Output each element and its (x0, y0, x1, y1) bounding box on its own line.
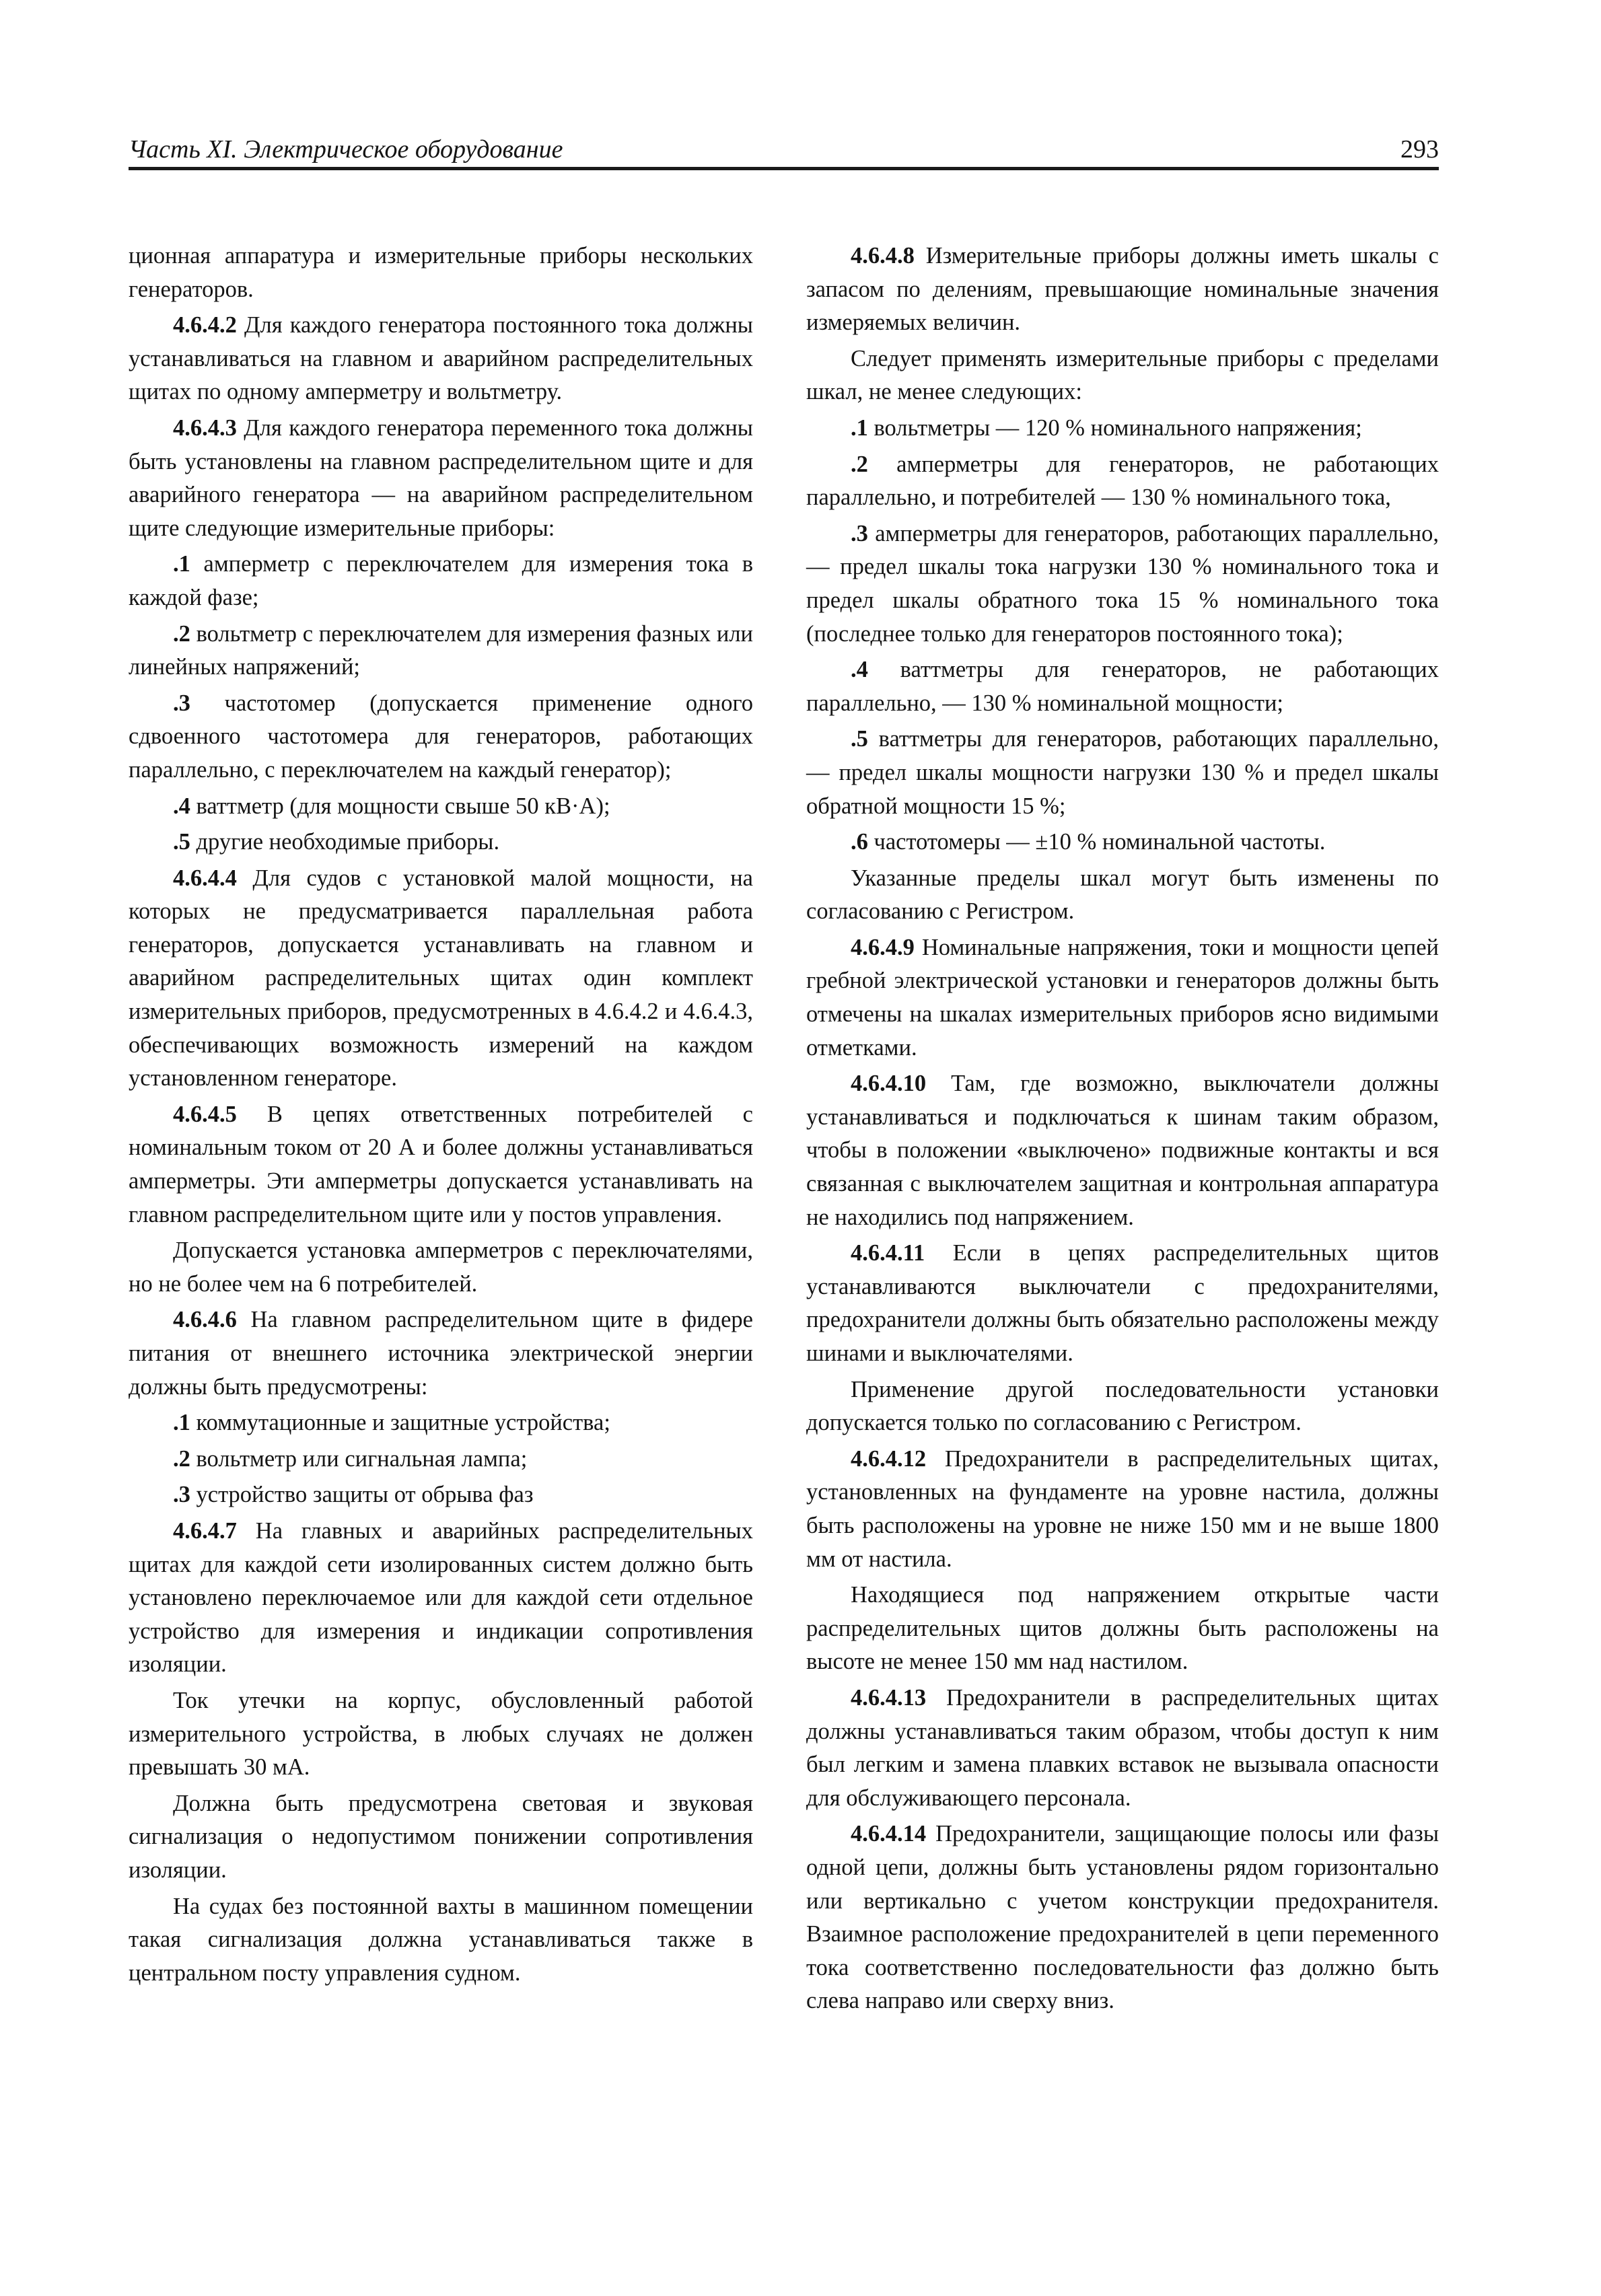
paragraph-text: На судах без постоянной вахты в машинном помещении такая сигнализация должна устанавливаться также в центральном посту управления судном. (129, 1893, 753, 1986)
paragraph (129, 1234, 753, 1301)
paragraph-text: амперметр с переключателем для измерения тока в каждой фазе; (129, 551, 753, 610)
paragraph (129, 1890, 753, 1990)
paragraph-text: Предохранители в распределительных щитах, установленных на фундаменте на уровне настила, должны быть расположены на уровне не ниже 150 мм и не выше 1800 мм от настила. (806, 1445, 1439, 1572)
paragraph-text: Измерительные приборы должны иметь шкалы с запасом по делениям, превышающие номинальные значения измеряемых величин. (806, 243, 1439, 336)
paragraph (129, 1098, 753, 1231)
clause-number: .6 (851, 829, 868, 855)
clause-number: .3 (173, 690, 190, 716)
clause-number: 4.6.4.2 (173, 312, 237, 338)
clause-number: 4.6.4.12 (851, 1445, 927, 1472)
clause-number: .4 (851, 657, 868, 683)
paragraph-text: Для судов с установкой малой мощности, на которых не предусматривается параллельная работа генераторов, допускается устанавливать на главном и аварийном распределительных щитах один комплект измерительных приборов, предусмотренных в 4.6.4.2 и 4.6.4.3, обеспечивающих возможность измерений на каждом установленном генераторе. (129, 865, 753, 1091)
paragraph (806, 826, 1439, 859)
paragraph (806, 723, 1439, 823)
paragraph (129, 1406, 753, 1440)
paragraph-text: ваттметр (для мощности свыше 50 кВ·А); (190, 793, 610, 819)
clause-number: .2 (173, 620, 190, 647)
clause-number: .3 (173, 1482, 190, 1508)
paragraph-text: Допускается установка амперметров с переключателями, но не более чем на 6 потребителей. (129, 1237, 753, 1297)
paragraph-text: Для каждого генератора переменного тока должны быть установлены на главном распределительном щите и для аварийного генератора — на аварийном распределительном щите следующие измерительные приборы: (129, 415, 753, 541)
paragraph (806, 1373, 1439, 1440)
paragraph-text: частотомеры — ±10 % номинальной частоты. (867, 829, 1326, 855)
paragraph-text: коммутационные и защитные устройства; (190, 1410, 610, 1436)
paragraph-text: Находящиеся под напряжением открытые части распределительных щитов должны быть расположены на высоте не менее 150 мм над настилом. (806, 1582, 1439, 1675)
clause-number: 4.6.4.13 (851, 1684, 927, 1711)
clause-number: .5 (851, 726, 868, 752)
paragraph (806, 1579, 1439, 1679)
paragraph-text: Предохранители в распределительных щитах должны устанавливаться таким образом, чтобы доступ к ним был легким и замена плавких вставок не вызывала опасности для обслуживающего персонала. (806, 1684, 1439, 1811)
paragraph (806, 517, 1439, 651)
paragraph (129, 1787, 753, 1888)
paragraph (129, 1478, 753, 1512)
paragraph (806, 448, 1439, 515)
paragraph-text: вольтметр или сигнальная лампа; (190, 1445, 528, 1472)
clause-number: 4.6.4.5 (173, 1101, 237, 1127)
paragraph-text: амперметры для генераторов, не работающих параллельно, и потребителей — 130 % номинального тока, (806, 451, 1439, 511)
paragraph (129, 1443, 753, 1476)
paragraph (806, 240, 1439, 340)
paragraph-text: устройство защиты от обрыва фаз (190, 1482, 534, 1508)
paragraph-text: Если в цепях распределительных щитов устанавливаются выключатели с предохранителями, предохранители должны быть обязательно расположены между шинами и выключателями. (806, 1240, 1439, 1366)
paragraph (129, 1684, 753, 1785)
paragraph (806, 862, 1439, 929)
paragraph (129, 412, 753, 545)
paragraph (129, 240, 753, 306)
paragraph (806, 1682, 1439, 1815)
clause-number: .1 (173, 551, 190, 577)
clause-number: .2 (851, 451, 868, 477)
page-header (129, 132, 1439, 170)
paragraph (129, 687, 753, 787)
paragraph-text: Указанные пределы шкал могут быть изменены по согласованию с Регистром. (806, 865, 1439, 925)
left-column (129, 240, 753, 1993)
paragraph (129, 862, 753, 1096)
paragraph (129, 1515, 753, 1682)
paragraph (806, 931, 1439, 1065)
paragraph-text: частотомер (допускается применение одного сдвоенного частотомера для генераторов, работающих параллельно, с переключателем на каждый генератор); (129, 690, 753, 783)
clause-number: 4.6.4.14 (851, 1821, 927, 1847)
clause-number: 4.6.4.4 (173, 865, 237, 891)
paragraph-text: вольтметры — 120 % номинального напряжения; (867, 415, 1362, 441)
paragraph-text: Применение другой последовательности установки допускается только по согласованию с Регистром. (806, 1376, 1439, 1436)
clause-number: 4.6.4.11 (851, 1240, 925, 1266)
paragraph-text: Ток утечки на корпус, обусловленный работой измерительного устройства, в любых случаях не должен превышать 30 мА. (129, 1687, 753, 1781)
clause-number: .3 (851, 520, 868, 546)
paragraph (806, 1443, 1439, 1576)
paragraph-text: вольтметр с переключателем для измерения фазных или линейных напряжений; (129, 620, 753, 680)
paragraph-text: Должна быть предусмотрена световая и звуковая сигнализация о недопустимом понижении сопротивления изоляции. (129, 1790, 753, 1883)
paragraph (806, 343, 1439, 409)
clause-number: 4.6.4.10 (851, 1071, 927, 1097)
clause-number: 4.6.4.3 (173, 415, 237, 441)
paragraph (129, 1303, 753, 1404)
paragraph (806, 1818, 1439, 2018)
paragraph-text: Номинальные напряжения, токи и мощности цепей гребной электрической установки и генераторов должны быть отмечены на шкалах измерительных приборов ясно видимыми отметками. (806, 934, 1439, 1061)
paragraph-text: амперметры для генераторов, работающих параллельно, — предел шкалы тока нагрузки 130 % номинального тока и предел шкалы обратного тока 15 % номинального тока (последнее только для генераторов постоянного тока); (806, 520, 1439, 647)
paragraph (806, 1237, 1439, 1370)
paragraph-text: Для каждого генератора постоянного тока должны устанавливаться на главном и аварийном распределительных щитах по одному амперметру и вольтметру. (129, 312, 753, 405)
clause-number: 4.6.4.7 (173, 1517, 237, 1544)
paragraph-text: другие необходимые приборы. (190, 829, 500, 855)
paragraph (129, 309, 753, 409)
clause-number: .1 (851, 415, 868, 441)
paragraph-text: Там, где возможно, выключатели должны устанавливаться и подключаться к шинам таким образом, чтобы в положении «выключено» подвижные контакты и вся связанная с выключателем защитная и контрольная аппаратура не находились под напряжением. (806, 1071, 1439, 1230)
clause-number: 4.6.4.9 (851, 934, 915, 960)
paragraph-text: ваттметры для генераторов, не работающих параллельно, — 130 % номинальной мощности; (806, 657, 1439, 716)
running-header-title: Часть XI. Электрическое оборудование (129, 135, 563, 164)
paragraph (129, 826, 753, 859)
clause-number: 4.6.4.6 (173, 1307, 237, 1333)
paragraph-text: На главном распределительном щите в фидере питания от внешнего источника электрической энергии должны быть предусмотрены: (129, 1307, 753, 1400)
paragraph (806, 1067, 1439, 1234)
paragraph-text: Следует применять измерительные приборы с пределами шкал, не менее следующих: (806, 345, 1439, 405)
paragraph-text: ваттметры для генераторов, работающих параллельно, — предел шкалы мощности нагрузки 130 % и предел шкалы обратной мощности 15 %; (806, 726, 1439, 819)
paragraph (129, 548, 753, 614)
right-column (806, 240, 1439, 2021)
paragraph (129, 618, 753, 684)
paragraph-text: В цепях ответственных потребителей с номинальным током от 20 А и более должны устанавливаться амперметры. Эти амперметры допускается устанавливать на главном распределительном щите или у постов управления. (129, 1101, 753, 1227)
clause-number: .5 (173, 829, 190, 855)
paragraph (806, 653, 1439, 720)
page-number: 293 (1400, 135, 1439, 164)
clause-number: .1 (173, 1410, 190, 1436)
paragraph (806, 412, 1439, 445)
paragraph (129, 790, 753, 824)
paragraph-text: ционная аппаратура и измерительные приборы нескольких генераторов. (129, 243, 753, 302)
clause-number: .4 (173, 793, 190, 819)
paragraph-text: Предохранители, защищающие полосы или фазы одной цепи, должны быть установлены рядом горизонтально или вертикально с учетом конструкции предохранителя. Взаимное расположение предохранителей в цепи переменного тока соответственно последовательности фаз должно быть слева направо или сверху вниз. (806, 1821, 1439, 2014)
clause-number: .2 (173, 1445, 190, 1472)
paragraph-text: На главных и аварийных распределительных щитах для каждой сети изолированных систем должно быть установлено переключаемое или для каждой сети отдельное устройство для измерения и индикации сопротивления изоляции. (129, 1517, 753, 1678)
clause-number: 4.6.4.8 (851, 243, 915, 268)
